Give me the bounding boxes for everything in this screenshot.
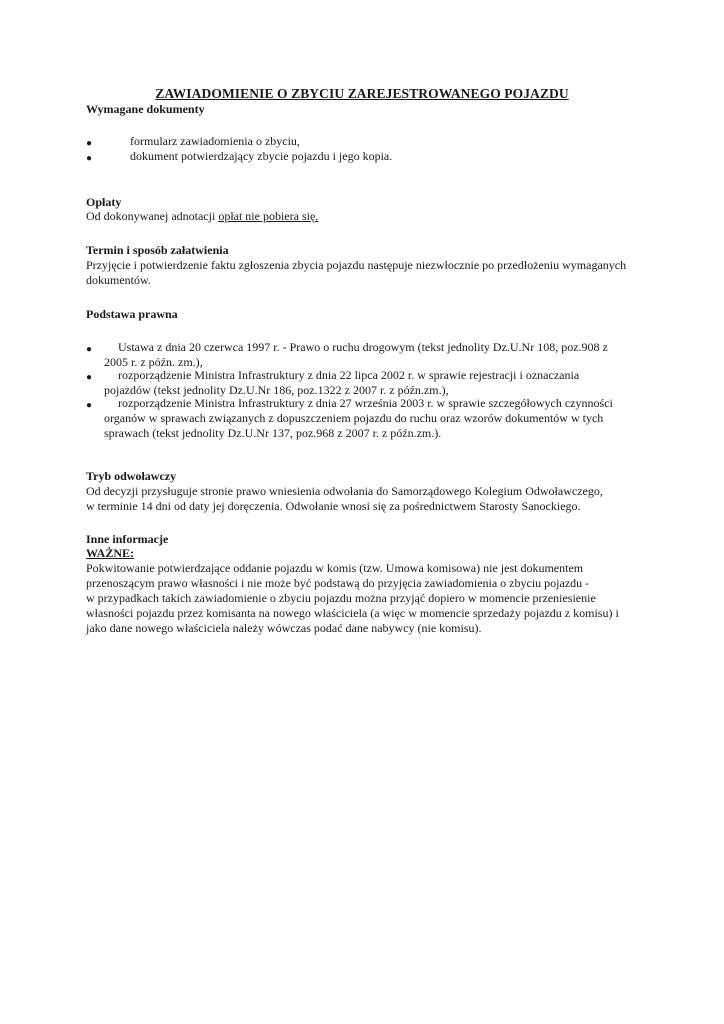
- legal-basis-heading: Podstawa prawna: [86, 307, 178, 321]
- document-title: ZAWIADOMIENIE O ZBYCIU ZAREJESTROWANEGO POJAZDU: [155, 86, 569, 101]
- legal-item-line: organów w sprawach związanych z dopuszczeniem pojazdu do ruchu oraz wzorów dokumentów w tych: [104, 411, 604, 425]
- fees-text-prefix: Od dokonywanej adnotacji: [86, 209, 219, 223]
- deadline-line: Przyjęcie i potwierdzenie faktu zgłoszenia zbycia pojazdu następuje niezwłocznie po przedłożeniu wymaganych: [86, 258, 627, 272]
- fees-heading: Opłaty: [86, 195, 122, 209]
- other-info-line: w przypadkach takich zawiadomienie o zbyciu pojazdu można przyjąć dopiero w momencie przeniesienie: [86, 591, 596, 605]
- legal-item-text: [104, 340, 642, 370]
- list-item-text: formularz zawiadomienia o zbyciu,: [130, 134, 300, 148]
- bullet-icon: ●: [86, 372, 93, 383]
- bullet-icon: ●: [86, 153, 93, 164]
- legal-item-line: sprawach (tekst jednolity Dz.U.Nr 137, poz.968 z 2007 r. z późn.zm.).: [104, 426, 442, 440]
- legal-item-line: 2005 r. z późn. zm.),: [104, 355, 203, 369]
- fees-text-underlined: opłat nie pobiera się.: [218, 209, 319, 223]
- legal-item-text: [104, 368, 642, 398]
- bullet-icon: ●: [86, 344, 93, 355]
- legal-item-line: Ustawa z dnia 20 czerwca 1997 r. - Prawo o ruchu drogowym (tekst jednolity Dz.U.Nr 108, poz.908 z: [118, 340, 608, 354]
- other-info-heading: Inne informacje: [86, 532, 169, 546]
- other-info-line: jako dane nowego właściciela należy wówczas podać dane nabywcy (nie komisu).: [86, 621, 482, 635]
- bullet-icon: ●: [86, 138, 93, 149]
- bullet-icon: ●: [86, 400, 93, 411]
- required-docs-heading: Wymagane dokumenty: [86, 102, 205, 116]
- deadline-heading: Termin i sposób załatwienia: [86, 243, 229, 257]
- legal-item-text: [104, 396, 642, 441]
- other-info-line: własności pojazdu przez komisanta na nowego właściciela (a więc w momencie sprzedaży pojazdu z komisu) i: [86, 606, 619, 620]
- important-label: WAŻNE:: [86, 546, 135, 560]
- other-info-line: Pokwitowanie potwierdzające oddanie pojazdu w komis (tzw. Umowa komisowa) nie jest dokumentem: [86, 561, 584, 575]
- other-info-line: przenoszącym prawo własności i nie może być podstawą do przyjęcia zawiadomienia o zbyciu pojazdu -: [86, 576, 590, 590]
- appeal-line: Od decyzji przysługuje stronie prawo wniesienia odwołania do Samorządowego Kolegium Odwoławczego,: [86, 484, 603, 498]
- legal-item-line: pojazdów (tekst jednolity Dz.U.Nr 186, poz.1322 z 2007 r. z późn.zm.),: [104, 383, 449, 397]
- appeal-line: w terminie 14 dni od daty jej doręczenia. Odwołanie wnosi się za pośrednictwem Starosty Sanockiego.: [86, 499, 581, 513]
- appeal-heading: Tryb odwoławczy: [86, 469, 177, 483]
- fees-text: [86, 209, 642, 224]
- legal-item-line: rozporządzenie Ministra Infrastruktury z dnia 22 lipca 2002 r. w sprawie rejestracji i oznaczania: [118, 368, 580, 382]
- legal-item-line: rozporządzenie Ministra Infrastruktury z dnia 27 września 2003 r. w sprawie szczegółowych czynności: [118, 396, 613, 410]
- deadline-line: dokumentów.: [86, 273, 151, 287]
- list-item-text: dokument potwierdzający zbycie pojazdu i jego kopia.: [130, 149, 393, 163]
